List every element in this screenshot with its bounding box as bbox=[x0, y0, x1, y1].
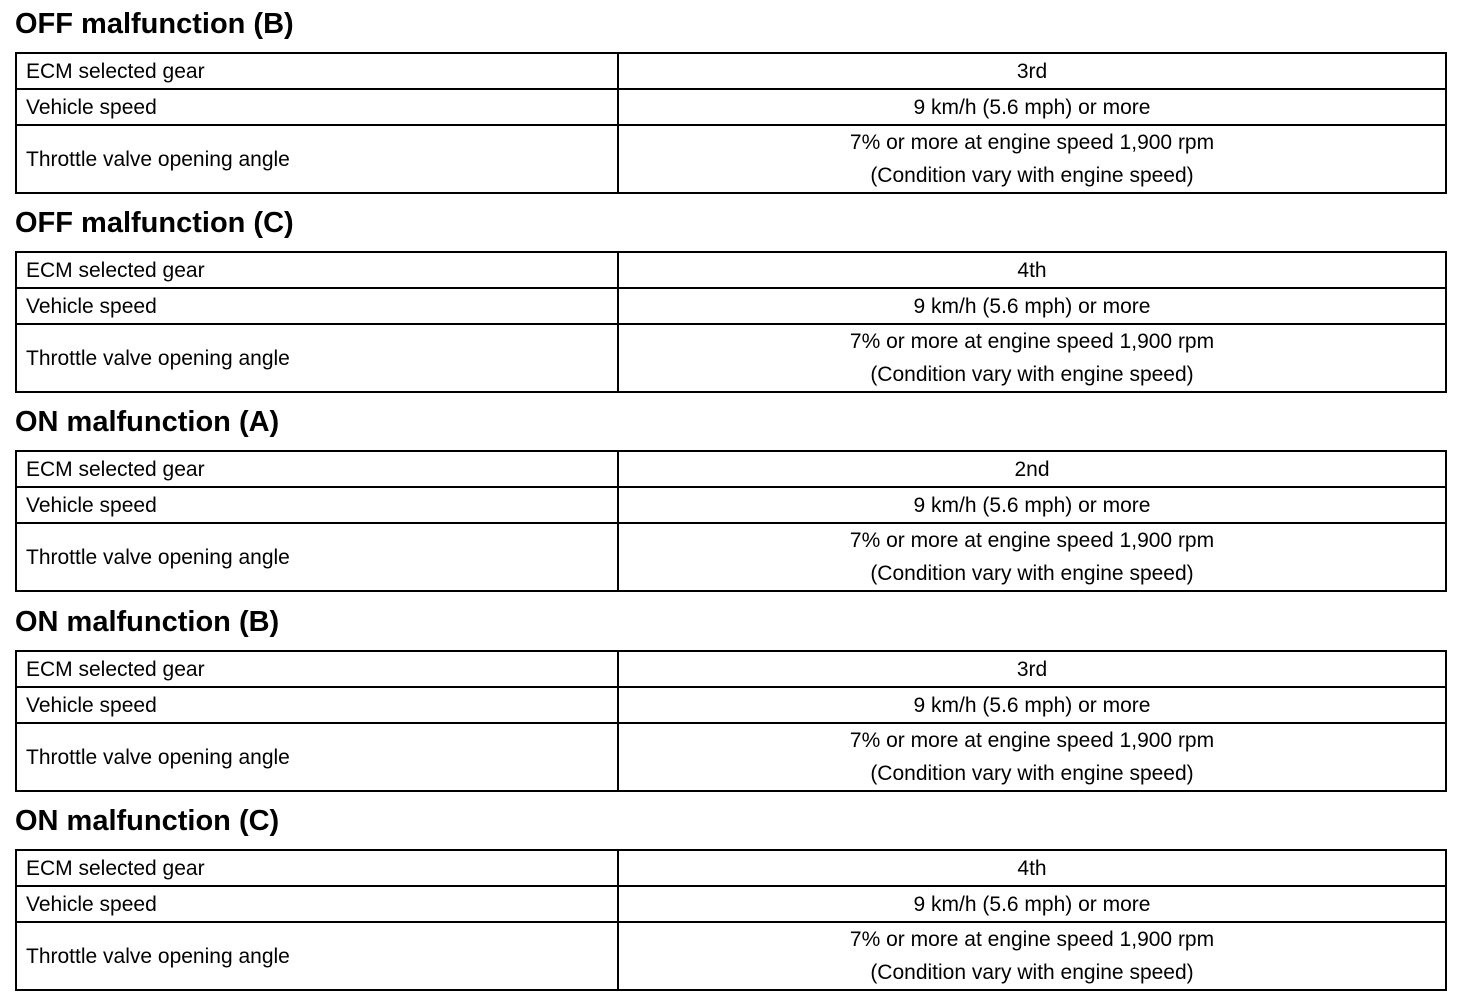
throttle-value-line1: 7% or more at engine speed 1,900 rpm bbox=[849, 729, 1215, 752]
throttle-label: Throttle valve opening angle bbox=[16, 922, 618, 990]
table-row bbox=[16, 487, 1446, 523]
throttle-value-line1: 7% or more at engine speed 1,900 rpm bbox=[849, 330, 1215, 353]
throttle-value-line1: 7% or more at engine speed 1,900 rpm bbox=[849, 928, 1215, 951]
table-row bbox=[16, 886, 1446, 922]
table-row bbox=[16, 451, 1446, 487]
gear-label: ECM selected gear bbox=[16, 451, 618, 487]
throttle-value-line2: (Condition vary with engine speed) bbox=[870, 762, 1194, 785]
speed-label: Vehicle speed bbox=[16, 89, 618, 125]
throttle-value bbox=[618, 523, 1446, 591]
speed-value: 9 km/h (5.6 mph) or more bbox=[618, 89, 1446, 125]
table-row bbox=[16, 252, 1446, 288]
throttle-value-line2: (Condition vary with engine speed) bbox=[870, 164, 1194, 187]
gear-value: 4th bbox=[618, 252, 1446, 288]
gear-value: 2nd bbox=[618, 451, 1446, 487]
speed-value: 9 km/h (5.6 mph) or more bbox=[618, 288, 1446, 324]
throttle-value-line2: (Condition vary with engine speed) bbox=[870, 363, 1194, 386]
throttle-value bbox=[618, 125, 1446, 193]
section-title: OFF malfunction (C) bbox=[15, 207, 294, 239]
speed-label: Vehicle speed bbox=[16, 487, 618, 523]
condition-table bbox=[15, 450, 1447, 592]
table-row bbox=[16, 850, 1446, 886]
throttle-value-line2: (Condition vary with engine speed) bbox=[870, 562, 1194, 585]
gear-label: ECM selected gear bbox=[16, 850, 618, 886]
speed-label: Vehicle speed bbox=[16, 687, 618, 723]
throttle-value-line1: 7% or more at engine speed 1,900 rpm bbox=[849, 529, 1215, 552]
table-row bbox=[16, 651, 1446, 687]
speed-label: Vehicle speed bbox=[16, 886, 618, 922]
table-row bbox=[16, 723, 1446, 791]
condition-table bbox=[15, 52, 1447, 194]
speed-value: 9 km/h (5.6 mph) or more bbox=[618, 487, 1446, 523]
throttle-value bbox=[618, 723, 1446, 791]
table-row bbox=[16, 324, 1446, 392]
section-title: ON malfunction (A) bbox=[15, 406, 280, 438]
condition-table bbox=[15, 251, 1447, 393]
speed-value: 9 km/h (5.6 mph) or more bbox=[618, 886, 1446, 922]
throttle-label: Throttle valve opening angle bbox=[16, 324, 618, 392]
section-title: ON malfunction (C) bbox=[15, 805, 280, 837]
throttle-value-line1: 7% or more at engine speed 1,900 rpm bbox=[849, 131, 1215, 154]
throttle-value bbox=[618, 922, 1446, 990]
gear-value: 3rd bbox=[618, 651, 1446, 687]
table-row bbox=[16, 922, 1446, 990]
table-row bbox=[16, 53, 1446, 89]
condition-table bbox=[15, 650, 1447, 792]
condition-table bbox=[15, 849, 1447, 991]
throttle-value bbox=[618, 324, 1446, 392]
gear-label: ECM selected gear bbox=[16, 252, 618, 288]
gear-value: 3rd bbox=[618, 53, 1446, 89]
throttle-value-line2: (Condition vary with engine speed) bbox=[870, 961, 1194, 984]
section-title: ON malfunction (B) bbox=[15, 606, 280, 638]
section-title: OFF malfunction (B) bbox=[15, 8, 294, 40]
table-row bbox=[16, 288, 1446, 324]
table-row bbox=[16, 523, 1446, 591]
gear-label: ECM selected gear bbox=[16, 651, 618, 687]
throttle-label: Throttle valve opening angle bbox=[16, 125, 618, 193]
throttle-label: Throttle valve opening angle bbox=[16, 723, 618, 791]
gear-value: 4th bbox=[618, 850, 1446, 886]
speed-label: Vehicle speed bbox=[16, 288, 618, 324]
gear-label: ECM selected gear bbox=[16, 53, 618, 89]
table-row bbox=[16, 89, 1446, 125]
table-row bbox=[16, 687, 1446, 723]
table-row bbox=[16, 125, 1446, 193]
throttle-label: Throttle valve opening angle bbox=[16, 523, 618, 591]
speed-value: 9 km/h (5.6 mph) or more bbox=[618, 687, 1446, 723]
